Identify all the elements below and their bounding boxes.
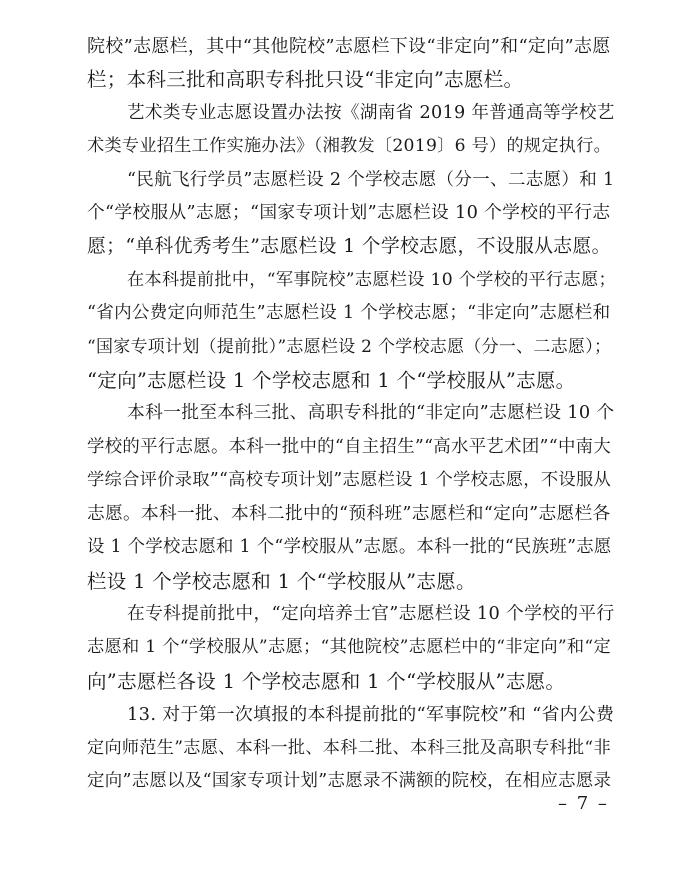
text-line: 定向师范生”志愿、本科一批、本科二批、本科三批及高职专科批“非 [87, 737, 611, 758]
text-line: “省内公费定向师范生”志愿栏设 1 个学校志愿；“非定向”志愿栏和 [87, 303, 611, 324]
text-line: “民航飞行学员”志愿栏设 2 个学校志愿（分一、二志愿）和 1 [127, 169, 615, 190]
text-line: “定向”志愿栏设 1 个学校志愿和 1 个“学校服从”志愿。 [87, 369, 576, 393]
text-lines [87, 30, 616, 798]
text-line: 院校”志愿栏，其中“其他院校”志愿栏下设“非定向”和“定向”志愿 [87, 36, 611, 57]
page-number: – 7 – [558, 793, 609, 814]
body-text [87, 30, 616, 798]
text-line: 愿；“单科优秀考生”志愿栏设 1 个学校志愿，不设服从志愿。 [87, 235, 611, 258]
text-line: 学校的平行志愿。本科一批中的“自主招生”“高水平艺术团”“中南大 [87, 436, 612, 457]
text-line: 设 1 个学校志愿和 1 个“学校服从”志愿。本科一批的“民族班”志愿 [87, 537, 612, 558]
text-line: 学综合评价录取”“高校专项计划”志愿栏设 1 个学校志愿，不设服从 [87, 470, 612, 491]
text-line: 在专科提前批中，“定向培养士官”志愿栏设 10 个学校的平行 [127, 603, 615, 624]
text-line: 在本科提前批中，“军事院校”志愿栏设 10 个学校的平行志愿； [127, 269, 616, 290]
text-line: “国家专项计划（提前批）”志愿栏设 2 个学校志愿（分一、二志愿）； [87, 336, 612, 357]
text-line: 13. 对于第一次填报的本科提前批的“军事院校”和 “省内公费 [127, 704, 615, 726]
text-line: 艺术类专业志愿设置办法按《湖南省 2019 年普通高等学校艺 [127, 102, 615, 123]
text-line: 志愿和 1 个“学校服从”志愿；“其他院校”志愿栏中的“非定向”和“定 [87, 637, 612, 658]
text-line: 术类专业招生工作实施办法》（湘教发〔2019〕6 号）的规定执行。 [87, 136, 612, 157]
text-line: 志愿。本科一批、本科二批中的“预科班”志愿栏和“定向”志愿栏各 [87, 503, 611, 524]
text-line: 本科一批至本科三批、高职专科批的“非定向”志愿栏设 10 个 [127, 403, 615, 424]
text-line: 栏设 1 个学校志愿和 1 个“学校服从”志愿。 [87, 569, 476, 593]
text-line: 个“学校服从”志愿；“国家专项计划”志愿栏设 10 个学校的平行志 [87, 203, 611, 224]
text-line: 栏；本科三批和高职专科批只设“非定向”志愿栏。 [87, 68, 524, 92]
text-line: 向”志愿栏各设 1 个学校志愿和 1 个“学校服从”志愿。 [87, 669, 566, 693]
text-line: 定向”志愿以及“国家专项计划”志愿录不满额的院校，在相应志愿录 [87, 770, 612, 791]
